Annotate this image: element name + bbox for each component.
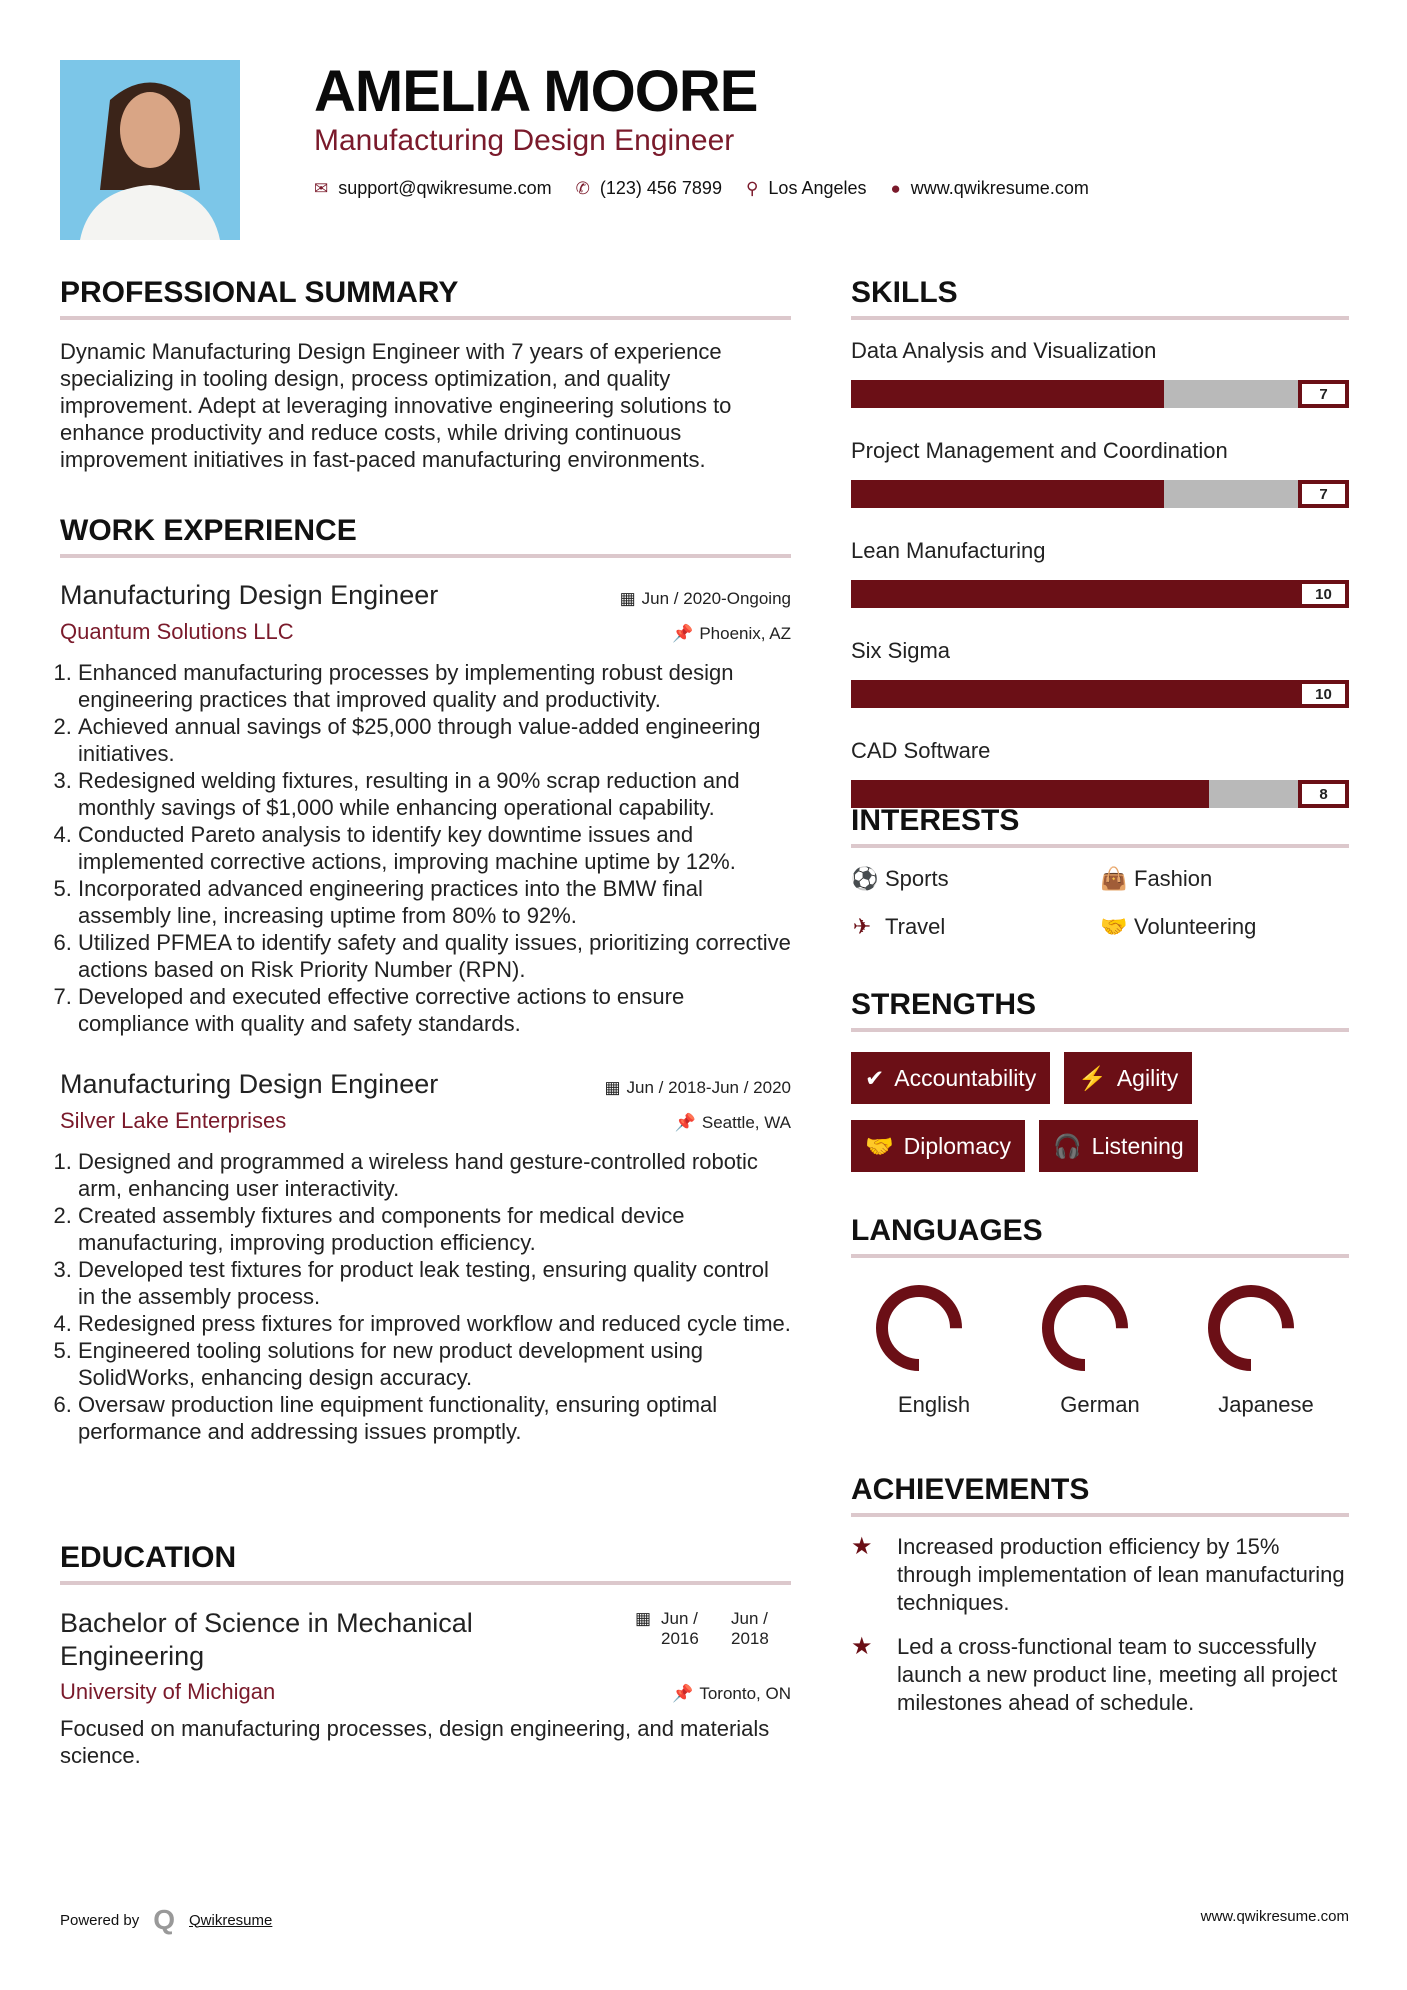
skill-fill [851,580,1298,608]
skill-level: 10 [1298,580,1349,608]
degree-title: Bachelor of Science in Mechanical Engineering [60,1608,473,1671]
strength-label: Diplomacy [903,1132,1012,1159]
strength-tag [1039,1120,1198,1172]
job-location: Seattle, WA [701,1113,791,1132]
summary-section [60,276,791,473]
headphones-icon: 🎧 [1053,1132,1082,1159]
section-heading: SKILLS [851,276,958,309]
skill-name: CAD Software [851,738,991,763]
job-bullets [60,659,791,1037]
achievement-text: Increased production efficiency by 15% through implementation of lean manufacturing techniques. [897,1534,1345,1615]
job-dates: Jun / 2020-Ongoing [641,589,791,608]
shooting-star-icon: ★ [851,1633,873,1660]
section-divider [851,1028,1349,1032]
strength-label: Accountability [894,1064,1037,1091]
bullet-item: 1. Designed and programmed a wireless hand gesture-controlled robotic arm, enhancing user interactivity. [78,1148,791,1202]
section-divider [851,316,1349,320]
job-entry [60,1069,791,1445]
skill-name: Six Sigma [851,638,951,663]
strength-label: Agility [1116,1064,1179,1091]
language-name: English [897,1392,971,1417]
section-divider [851,1254,1349,1258]
company-name: Silver Lake Enterprises [60,1108,287,1133]
skill-bar [851,480,1349,508]
experience-section [60,514,791,1445]
skill-level: 7 [1298,480,1349,508]
start-date: Jun / 2016 [661,1609,699,1648]
language-ring [871,1280,967,1376]
languages-section [851,1214,1349,1418]
skill-name: Data Analysis and Visualization [851,338,1157,363]
language-name: German [1060,1392,1140,1417]
bullet-item: 4. Conducted Pareto analysis to identify key downtime issues and implemented corrective actions, improving machine uptime by 12%. [78,821,791,875]
skill-bar [851,680,1349,708]
bullet-item: 5. Incorporated advanced engineering practices into the BMW final assembly line, increasing uptime from 80% to 92%. [78,875,791,929]
bullet-item: 2. Achieved annual savings of $25,000 through value-added engineering initiatives. [78,713,791,767]
section-heading: PROFESSIONAL SUMMARY [60,276,459,309]
email-link[interactable]: support@qwikresume.com [338,178,552,198]
interest-label: Fashion [1134,866,1213,891]
strength-tag [851,1052,1050,1104]
skill-bar [851,380,1349,408]
qwikresume-logo-icon: Q [153,1904,175,1935]
section-heading: EDUCATION [60,1541,237,1574]
bullet-item: 6. Oversaw production line equipment functionality, ensuring optimal performance and addressing issues promptly. [78,1391,791,1445]
section-divider [60,554,791,558]
skill-name: Lean Manufacturing [851,538,1046,563]
strength-tag [1064,1052,1192,1104]
pin-icon: 📌 [674,1113,696,1132]
skill-track [851,380,1298,408]
calendar-icon: ▦ [634,1609,651,1628]
section-heading: STRENGTHS [851,988,1037,1021]
language-item [851,1280,1017,1418]
job-location: Phoenix, AZ [699,624,791,643]
candidate-name: AMELIA MOORE [314,59,758,124]
achievement-item [851,1533,1349,1617]
calendar-icon: ▦ [619,589,636,608]
bullet-item: 1. Enhanced manufacturing processes by implementing robust design engineering practices that improved quality and productivity. [78,659,791,713]
brand-link[interactable]: Qwikresume [189,1911,273,1929]
interest-label: Travel [885,914,946,939]
website-link[interactable]: www.qwikresume.com [910,178,1089,198]
section-divider [60,1581,791,1585]
strengths-section [851,988,1349,1172]
interests-section [851,804,1349,940]
bullet-item: 2. Created assembly fixtures and components for medical device manufacturing, improving production efficiency. [78,1202,791,1256]
section-heading: INTERESTS [851,804,1020,837]
interest-item [1100,866,1349,892]
interest-label: Sports [885,866,949,891]
envelope-icon: ✉ [314,178,329,198]
shopping-bag-icon: 👜 [1100,866,1128,891]
achievement-item [851,1633,1349,1717]
footer-left [60,1904,272,1936]
bullet-item: 3. Redesigned welding fixtures, resulting in a 90% scrap reduction and monthly savings of $1,000 while enhancing operational capability. [78,767,791,821]
skill-track [851,680,1298,708]
skill-level: 10 [1298,680,1349,708]
skill-fill [851,480,1164,508]
calendar-icon: ▦ [604,1078,621,1097]
skill-track [851,480,1298,508]
pin-icon: 📌 [672,1684,694,1703]
skill-name: Project Management and Coordination [851,438,1228,463]
skill-level: 8 [1298,780,1349,808]
section-heading: WORK EXPERIENCE [60,514,357,547]
check-circle-icon: ✔ [865,1064,885,1091]
language-ring [1037,1280,1133,1376]
shooting-star-icon: ★ [851,1533,873,1560]
bullet-item: 6. Utilized PFMEA to identify safety and quality issues, prioritizing corrective actions based on Risk Priority Number (RPN). [78,929,791,983]
bullet-item: 7. Developed and executed effective corrective actions to ensure compliance with quality and safety standards. [78,983,791,1037]
achievement-text: Led a cross-functional team to successfully launch a new product line, meeting all project milestones ahead of schedule. [897,1634,1338,1715]
section-heading: LANGUAGES [851,1214,1043,1247]
section-divider [851,1513,1349,1517]
education-description: Focused on manufacturing processes, design engineering, and materials science. [60,1716,770,1768]
section-divider [60,316,791,320]
skill-fill [851,380,1164,408]
contact-bar [314,178,1089,199]
bullet-item: 3. Developed test fixtures for product leak testing, ensuring quality control in the assembly process. [78,1256,791,1310]
section-heading: ACHIEVEMENTS [851,1473,1090,1506]
location-text: Los Angeles [768,178,867,198]
bullet-item: 5. Engineered tooling solutions for new product development using SolidWorks, enhancing design accuracy. [78,1337,791,1391]
job-dates: Jun / 2018-Jun / 2020 [626,1078,791,1097]
section-divider [851,844,1349,848]
language-item [1183,1280,1349,1418]
soccer-ball-icon: ⚽ [851,866,879,891]
strength-label: Listening [1091,1132,1184,1159]
skills-section [851,276,1349,838]
strength-tag [851,1120,1025,1172]
company-name: Quantum Solutions LLC [60,619,294,644]
profile-photo [60,60,240,240]
education-section [60,1541,791,1769]
skill-level: 7 [1298,380,1349,408]
globe-icon: ● [890,178,901,198]
job-title: Manufacturing Design Engineer [60,580,439,610]
map-pin-icon: ⚲ [745,178,759,198]
skill-track [851,580,1298,608]
interest-label: Volunteering [1134,914,1257,939]
language-item [1017,1280,1183,1418]
handshake-icon: 🤝 [1100,914,1128,939]
phone-text: (123) 456 7899 [599,178,722,198]
handshake-icon: 🤝 [865,1132,894,1159]
end-date: Jun / 2018 [731,1609,769,1648]
language-name: Japanese [1218,1392,1314,1417]
interest-item [851,914,1100,940]
interest-item [851,866,1100,892]
bolt-icon: ⚡ [1078,1064,1107,1091]
candidate-title: Manufacturing Design Engineer [314,124,735,157]
bullet-item: 4. Redesigned press fixtures for improved workflow and reduced cycle time. [78,1310,791,1337]
education-dates [635,1609,791,1673]
pin-icon: 📌 [672,624,694,643]
school-name: University of Michigan [60,1679,276,1704]
interest-item [1100,914,1349,940]
summary-text: Dynamic Manufacturing Design Engineer with 7 years of experience specializing in tooling design, process optimization, and quality improvement. Adept at leveraging innovative engineering solutions to enhance productivity and reduce costs, while driving continuous improvement initiatives in fast-paced manufacturing environments. [60,339,732,472]
achievements-section [851,1473,1349,1717]
skill-bar [851,580,1349,608]
job-bullets [60,1148,791,1445]
footer-website[interactable]: www.qwikresume.com [1200,1908,1349,1925]
skill-fill [851,680,1298,708]
school-location: Toronto, ON [699,1684,791,1703]
plane-icon: ✈ [852,914,872,939]
job-title: Manufacturing Design Engineer [60,1069,439,1099]
phone-icon: ✆ [575,178,590,198]
language-ring [1203,1280,1299,1376]
powered-by-text: Powered by [60,1911,140,1929]
job-entry [60,580,791,1037]
